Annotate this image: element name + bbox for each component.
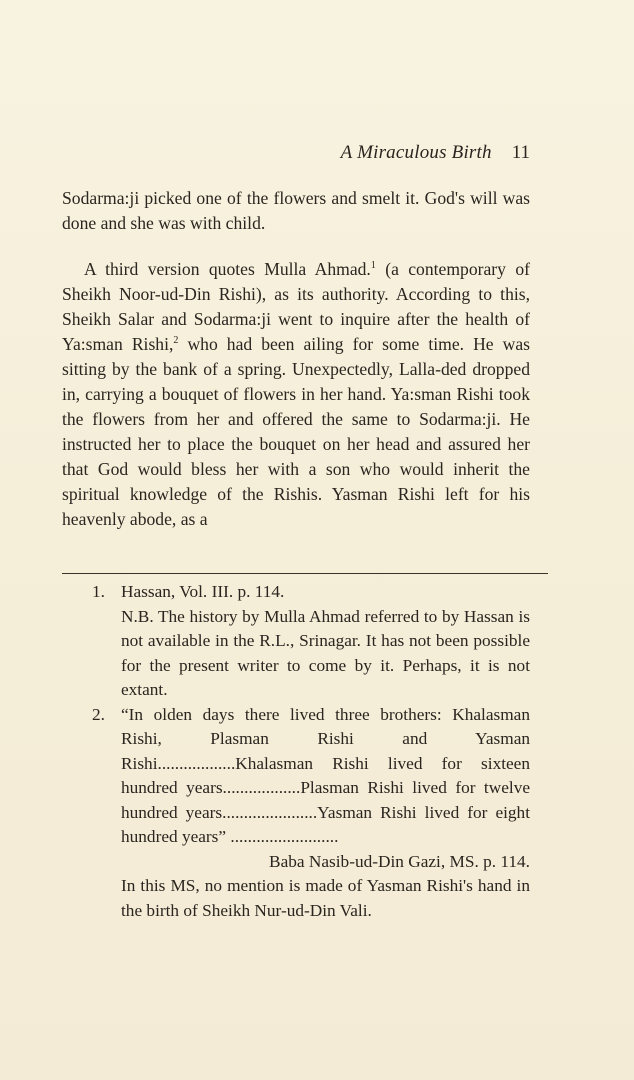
chapter-title: A Miraculous Birth xyxy=(340,142,492,163)
footnote-note: In this MS, no mention is made of Yasman Rishi's hand in the birth of Sheikh Nur-ud-Din Vali. xyxy=(121,876,530,920)
main-text xyxy=(62,186,530,532)
footnote-1 xyxy=(92,580,530,703)
footnote-ref-2: 2 xyxy=(173,335,179,347)
footnote-divider xyxy=(62,573,548,574)
paragraph-text: (a contemporary of Sheikh Noor-ud-Din Rishi), as its authority. According to this, Sheikh Salar and Sodarma:ji went to inquire after the health of Ya:sman Rishi, xyxy=(62,259,530,354)
footnote-quote: “In olden days there lived three brothers: Khalasman Rishi, Plasman Rishi and Yasman Rishi..................Khalasman Rishi lived for sixteen hundred years..................Plasman Rishi lived for twelve hundred years......................Yasman Rishi lived for eight hundred years” ......................... xyxy=(121,704,530,846)
footnote-number: 2. xyxy=(92,704,105,724)
footnote-2 xyxy=(92,703,530,924)
paragraph: Sodarma:ji picked one of the flowers and smelt it. God's will was done and she was with child. xyxy=(62,188,530,233)
footnote-citation: Hassan, Vol. III. p. 114. xyxy=(121,582,285,601)
paragraph-text: who had been ailing for some time. He was sitting by the bank of a spring. Unexpectedly, Lalla-ded dropped in, carrying a bouquet of flowers in her hand. Ya:sman Rishi took the flowers from her and offered the same to Sodarma:ji. He instructed her to place the bouquet on her head and assured her that God would bless her with a son who would inherit the spiritual knowledge of the Rishis. Yasman Rishi left for his heavenly abode, as a xyxy=(62,334,531,529)
page-number: 11 xyxy=(511,142,530,163)
paragraph xyxy=(62,257,530,532)
running-header xyxy=(62,142,530,170)
footnote-number: 1. xyxy=(92,582,105,601)
footnote-attribution: Baba Nasib-ud-Din Gazi, MS. p. 114. xyxy=(269,851,530,871)
footnote-ref-1: 1 xyxy=(370,260,376,272)
paragraph-text: A third version quotes Mulla Ahmad. xyxy=(84,259,371,279)
footnote-note: N.B. The history by Mulla Ahmad referred to by Hassan is not available in the R.L., Srinagar. It has not been possible for the present writer to come by it. Perhaps, it is not extant. xyxy=(121,606,530,699)
footnotes xyxy=(92,580,530,923)
